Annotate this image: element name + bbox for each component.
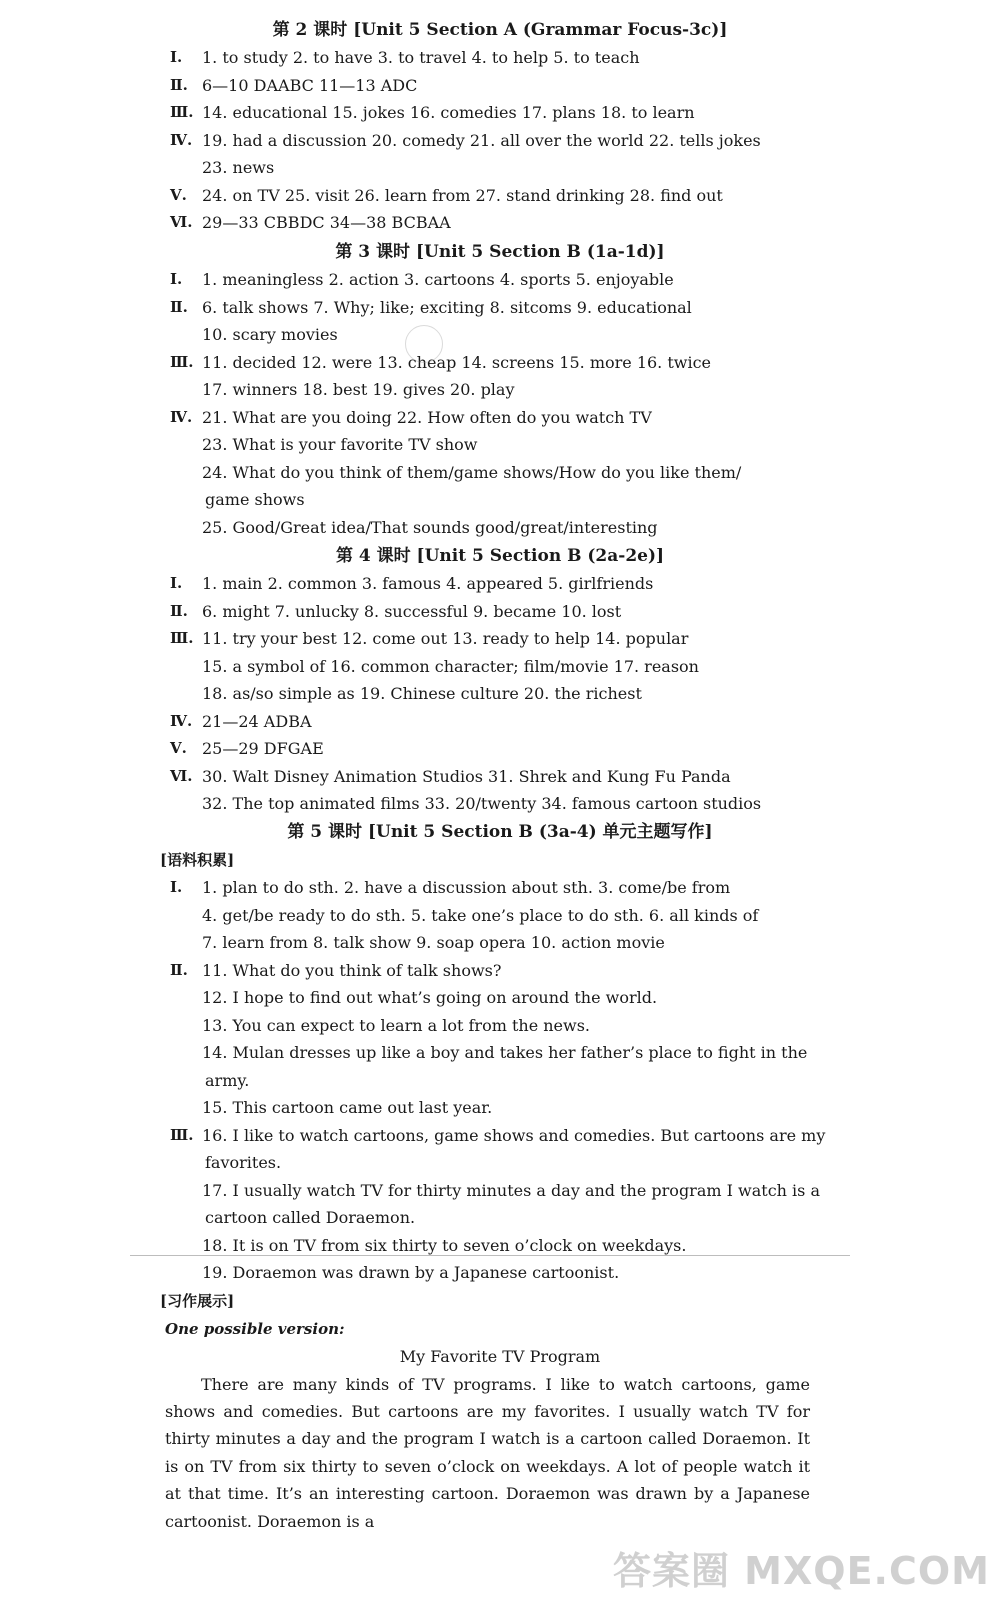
answer-row <box>0 294 1000 322</box>
roman-numeral: Ⅱ. <box>170 297 188 316</box>
answer-row <box>0 1067 1000 1095</box>
answer-row <box>0 514 1000 542</box>
essay-title: My Favorite TV Program <box>399 1346 601 1366</box>
answer-text: 7. learn from 8. talk show 9. soap opera 10. action movie <box>202 933 665 952</box>
answer-row <box>0 957 1000 985</box>
answer-text: favorites. <box>205 1153 282 1172</box>
roman-numeral: Ⅳ. <box>170 130 193 149</box>
answer-text: 17. I usually watch TV for thirty minutes a day and the program I watch is a <box>202 1180 820 1200</box>
section-lesson-5 <box>0 818 1000 1535</box>
answer-text: 10. scary movies <box>202 325 338 344</box>
answer-text: 6. talk shows 7. Why; like; exciting 8. sitcoms 9. educational <box>202 297 692 317</box>
answer-text: 21. What are you doing 22. How often do you watch TV <box>202 407 652 427</box>
answer-text: 18. as/so simple as 19. Chinese culture 20. the richest <box>202 684 642 703</box>
answer-text: 11. What do you think of talk shows? <box>202 960 502 980</box>
answer-text: 6—10 DAABC 11—13 ADC <box>202 75 418 95</box>
answer-rows <box>0 570 1000 818</box>
answer-text: 14. Mulan dresses up like a boy and takes her father’s place to fight in the <box>202 1043 808 1062</box>
answer-row <box>0 321 1000 349</box>
answer-text: 15. a symbol of 16. common character; film/movie 17. reason <box>202 656 699 676</box>
answer-row <box>0 154 1000 182</box>
answer-text: 18. It is on TV from six thirty to seven o’clock on weekdays. <box>202 1235 687 1255</box>
answer-row <box>0 625 1000 653</box>
answer-row <box>0 570 1000 598</box>
answer-row <box>0 459 1000 487</box>
section-lesson-3 <box>0 238 1000 541</box>
answer-row <box>0 349 1000 377</box>
answer-text: 12. I hope to find out what’s going on around the world. <box>202 988 658 1007</box>
site-watermark: 答案圈 MXQE.COM <box>612 1549 990 1593</box>
answer-text: 24. What do you think of them/game shows/How do you like them/ <box>202 462 742 482</box>
answer-text: 16. I like to watch cartoons, game shows and comedies. But cartoons are my <box>202 1125 826 1145</box>
essay-body <box>165 1371 810 1535</box>
roman-numeral: Ⅳ. <box>170 407 193 426</box>
roman-numeral: Ⅲ. <box>170 1125 194 1144</box>
answer-text: 19. had a discussion 20. comedy 21. all over the world 22. tells jokes <box>202 130 761 150</box>
section-title: 第 3 课时 [Unit 5 Section B (1a-1d)] <box>335 242 665 262</box>
answer-text: army. <box>205 1070 250 1090</box>
answer-text: 30. Walt Disney Animation Studios 31. Shrek and Kung Fu Panda <box>202 766 731 786</box>
answer-row <box>0 763 1000 791</box>
version-label: One possible version: <box>165 1319 345 1338</box>
answer-row <box>0 653 1000 681</box>
answer-rows <box>0 874 1000 1287</box>
divider-line <box>130 1255 850 1256</box>
answer-text: cartoon called Doraemon. <box>205 1208 416 1227</box>
answer-text: 21—24 ADBA <box>202 711 312 731</box>
answer-row <box>0 1149 1000 1177</box>
subhead-corpus: [语料积累] <box>160 851 235 869</box>
essay-paragraph: There are many kinds of TV programs. I like to watch cartoons, game shows and comedies. But cartoons are my favorites. I usually watch TV for thirty minutes a day and the program I watch is a cartoon called Doraemon. It is on TV from six thirty to seven o’clock on weekdays. A lot of people watch it at that time. It’s an interesting cartoon. Doraemon was drawn by a Japanese cartoonist. Doraemon is a <box>165 1374 810 1531</box>
answer-row <box>0 99 1000 127</box>
roman-numeral: Ⅱ. <box>170 75 188 94</box>
answer-text: 24. on TV 25. visit 26. learn from 27. stand drinking 28. find out <box>202 185 723 205</box>
answer-row <box>0 1039 1000 1067</box>
answer-row <box>0 1204 1000 1232</box>
roman-numeral: Ⅴ. <box>170 185 187 204</box>
roman-numeral: Ⅰ. <box>170 270 183 288</box>
answer-row <box>0 1177 1000 1205</box>
answer-rows <box>0 44 1000 237</box>
answer-text: 11. decided 12. were 13. cheap 14. screens 15. more 16. twice <box>202 352 712 372</box>
answer-text: 25—29 DFGAE <box>202 739 324 758</box>
answer-row <box>0 874 1000 902</box>
answer-row <box>0 598 1000 626</box>
answer-row <box>0 902 1000 930</box>
answer-row <box>0 735 1000 763</box>
answer-row <box>0 209 1000 237</box>
roman-numeral: Ⅲ. <box>170 629 194 647</box>
roman-numeral: Ⅱ. <box>170 601 188 620</box>
answer-text: 32. The top animated films 33. 20/twenty 34. famous cartoon studios <box>202 794 762 813</box>
answer-text: 29—33 CBBDC 34—38 BCBAA <box>202 213 451 232</box>
answer-text: 23. news <box>202 158 275 177</box>
answer-text: 1. to study 2. to have 3. to travel 4. to help 5. to teach <box>202 48 640 67</box>
answer-row <box>0 486 1000 514</box>
answer-row <box>0 1094 1000 1122</box>
answer-text: 19. Doraemon was drawn by a Japanese cartoonist. <box>202 1263 620 1282</box>
answer-text: 1. main 2. common 3. famous 4. appeared 5. girlfriends <box>202 574 654 593</box>
roman-numeral: Ⅳ. <box>170 711 193 730</box>
section-title: 第 5 课时 [Unit 5 Section B (3a-4) 单元主题写作] <box>287 822 713 842</box>
answer-row <box>0 790 1000 818</box>
section-title: 第 4 课时 [Unit 5 Section B (2a-2e)] <box>335 546 665 566</box>
answer-text: 23. What is your favorite TV show <box>202 435 478 454</box>
answer-text: 1. plan to do sth. 2. have a discussion about sth. 3. come/be from <box>202 878 731 897</box>
answer-text: 6. might 7. unlucky 8. successful 9. became 10. lost <box>202 601 622 621</box>
roman-numeral: Ⅴ. <box>170 739 187 757</box>
answer-row <box>0 266 1000 294</box>
answer-text: 13. You can expect to learn a lot from the news. <box>202 1015 591 1035</box>
answer-row <box>0 984 1000 1012</box>
answer-text: 25. Good/Great idea/That sounds good/great/interesting <box>202 517 658 537</box>
answer-text: 14. educational 15. jokes 16. comedies 17. plans 18. to learn <box>202 103 695 122</box>
roman-numeral: Ⅰ. <box>170 574 183 592</box>
answer-text: 11. try your best 12. come out 13. ready to help 14. popular <box>202 629 689 648</box>
answer-text: 4. get/be ready to do sth. 5. take one’s place to do sth. 6. all kinds of <box>202 905 759 925</box>
section-lesson-4 <box>0 542 1000 818</box>
answer-row <box>0 680 1000 708</box>
answer-text: 1. meaningless 2. action 3. cartoons 4. sports 5. enjoyable <box>202 270 674 289</box>
section-lesson-2 <box>0 16 1000 237</box>
answer-row <box>0 1122 1000 1150</box>
roman-numeral: Ⅰ. <box>170 878 183 896</box>
answer-rows <box>0 266 1000 541</box>
roman-numeral: Ⅵ. <box>170 213 193 231</box>
roman-numeral: Ⅱ. <box>170 960 188 979</box>
answer-row <box>0 127 1000 155</box>
answer-text: 15. This cartoon came out last year. <box>202 1098 493 1117</box>
answer-row <box>0 404 1000 432</box>
answer-text: 17. winners 18. best 19. gives 20. play <box>202 380 515 399</box>
answer-row <box>0 72 1000 100</box>
answer-row <box>0 1012 1000 1040</box>
roman-numeral: Ⅵ. <box>170 766 193 785</box>
subhead-writing-showcase: [习作展示] <box>160 1291 235 1310</box>
roman-numeral: Ⅲ. <box>170 352 194 371</box>
answer-row <box>0 431 1000 459</box>
answer-text: game shows <box>205 490 305 509</box>
roman-numeral: Ⅰ. <box>170 48 183 66</box>
answer-row <box>0 182 1000 210</box>
answer-row <box>0 1259 1000 1287</box>
roman-numeral: Ⅲ. <box>170 103 194 121</box>
answer-row <box>0 708 1000 736</box>
faint-stamp-mark <box>405 325 443 363</box>
section-title: 第 2 课时 [Unit 5 Section A (Grammar Focus-3c)] <box>272 20 728 40</box>
answer-row <box>0 929 1000 957</box>
answer-row <box>0 44 1000 72</box>
answer-row <box>0 376 1000 404</box>
